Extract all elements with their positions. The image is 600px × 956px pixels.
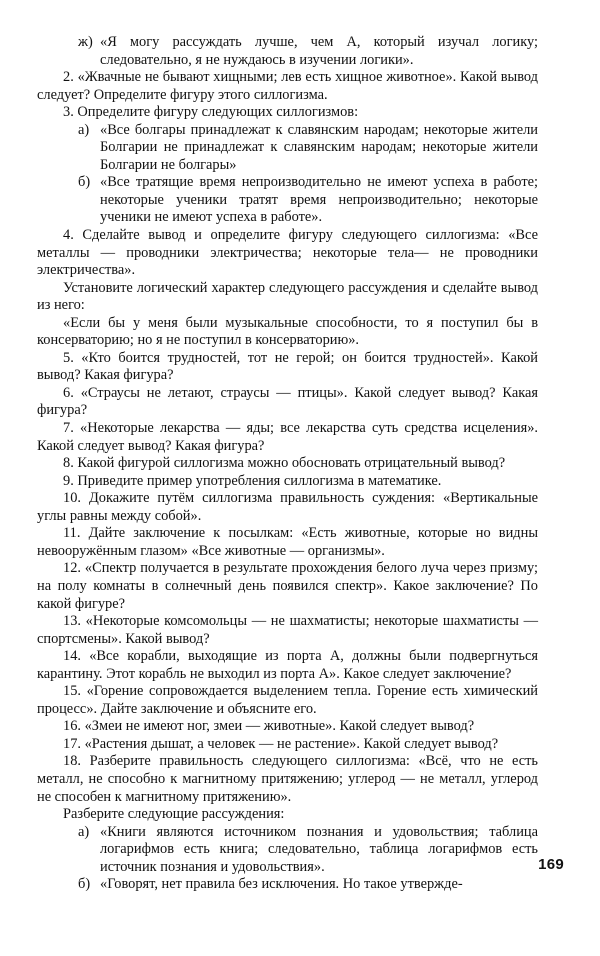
list-item-analyze-b [37,876,538,894]
list-item-marker: б) [78,876,91,893]
paragraph-item-18: 18. Разберите правильность следующего силлогизма: «Всё, что не есть металл, не способно к магнитному притяжению; углерод — не металл, углерод не способен к магнитному притяжению». [37,753,538,805]
list-item-marker: а) [78,121,90,138]
paragraph-item-11: 11. Дайте заключение к посылкам: «Есть животные, которые но видны невооружённым глазом» «Все животные — организмы». [37,525,538,559]
paragraph-instruction-analyze: Разберите следующие рассуждения: [63,806,285,823]
paragraph-item-12: 12. «Спектр получается в результате прохождения белого луча через призму; на полу комнаты в солнечный день появился спектр». Какое заключение? По какой фигуре? [37,560,538,612]
list-item-text: «Я могу рассуждать лучше, чем А, который изучал логику; следовательно, я не нуждаюсь в изучении логики». [100,34,538,68]
paragraph-item-6: 6. «Страусы не летают, страусы — птицы». Какой следует вывод? Какая фигура? [37,384,538,419]
paragraph-item-16: 16. «Змеи не имеют ног, змеи — животные». Какой следует вывод? [63,718,475,735]
paragraph-instruction-establish: Установите логический характер следующего рассуждения и сделайте вывод из него: [37,279,538,314]
paragraph-item-7: 7. «Некоторые лекарства — яды; все лекарства суть средства исцеления». Какой следует вывод? Какая фигура? [37,420,538,454]
list-item-analyze-a [37,824,538,877]
list-item-marker: б) [78,174,91,191]
list-item-marker: а) [78,823,90,840]
paragraph-item-8: 8. Какой фигурой силлогизма можно обосновать отрицательный вывод? [63,455,506,472]
list-item-text: «Говорят, нет правила без исключения. Но такое утвержде- [100,876,463,893]
paragraph-item-10: 10. Докажите путём силлогизма правильность суждения: «Вертикальные углы равны между собой». [37,490,538,524]
list-item-text: «Книги являются источником познания и удовольствия; таблица логарифмов есть книга; следовательно, таблица логарифмов есть источник познания и удовольствия». [100,823,538,875]
paragraph-item-13: 13. «Некоторые комсомольцы — не шахматисты; некоторые шахматисты — спортсмены». Какой вывод? [37,613,538,647]
paragraph-item-4: 4. Сделайте вывод и определите фигуру следующего силлогизма: «Все металлы — проводники электричества; некоторые тела— не проводники электричества». [37,227,538,279]
list-item-text: «Все тратящие время непроизводительно не имеют успеха в работе; некоторые ученики тратят время непроизводительно; некоторые ученики не имеют успеха в работе». [100,174,538,226]
page-number: 169 [538,856,564,873]
paragraph-item-3: 3. Определите фигуру следующих силлогизмов: [63,104,359,121]
paragraph-item-15: 15. «Горение сопровождается выделением тепла. Горение есть химический процесс». Дайте заключение и объясните его. [37,683,538,717]
list-item-marker: ж) [78,34,93,50]
paragraph-item-9: 9. Приведите пример употребления силлогизма в математике. [63,472,442,489]
list-item-text: «Все болгары принадлежат к славянским народам; некоторые жители Болгарии не принадлежат к славянским народам; некоторые жители Болгарии не болгары» [100,121,538,173]
list-item-zh [37,34,538,69]
paragraph-item-5: 5. «Кто боится трудностей, тот не герой; он боится трудностей». Какой вывод? Какая фигура? [37,349,538,384]
list-item-3a [37,122,538,175]
body-text-column [37,34,538,894]
paragraph-item-17: 17. «Растения дышат, а человек — не растение». Какой следует вывод? [63,735,499,752]
paragraph-quote-conservatory: «Если бы у меня были музыкальные способности, то я поступил бы в консерваторию; но я не поступил в консерваторию». [37,314,538,349]
paragraph-item-14: 14. «Все корабли, выходящие из порта А, должны были подвергнуться карантину. Этот корабль не выходил из порта А». Какое следует заключение? [37,648,538,682]
paragraph-item-2: 2. «Жвачные не бывают хищными; лев есть хищное животное». Какой вывод следует? Определите фигуру этого силлогизма. [37,69,538,103]
list-item-3b [37,174,538,227]
